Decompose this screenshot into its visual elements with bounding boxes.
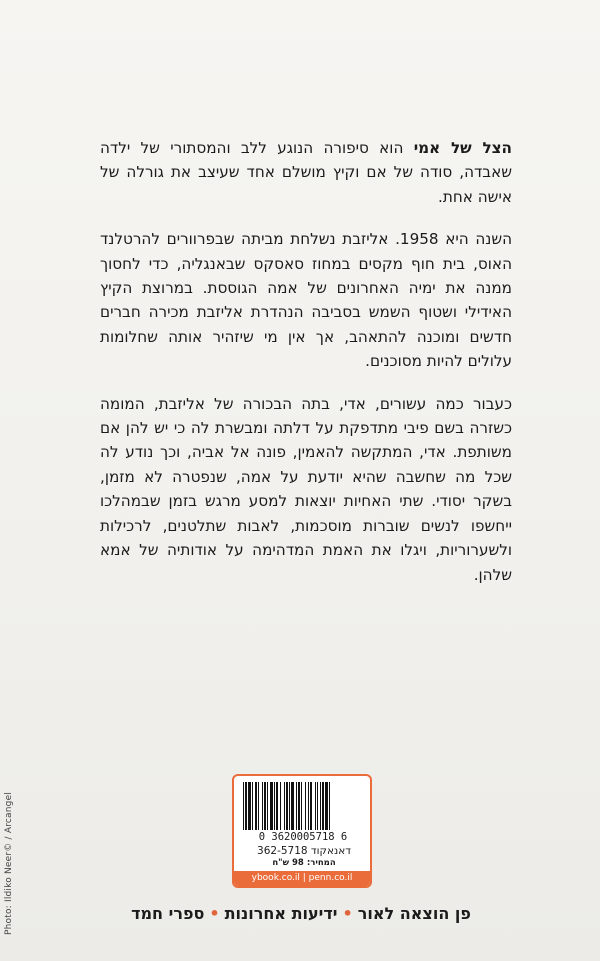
barcode-bar: [322, 782, 324, 830]
barcode-bar: [248, 782, 251, 830]
blurb-paragraph-2: השנה היא 1958. אליזבת נשלחת מביתה שבפרוורים להרטלנד האוס, בית חוף מקסים במחוז סאסקס שבאנגליה, כדי לחסוך ממנה את ימיה האחרונים של אמה הגוססת. במרוצת הקיץ האידילי ושטוף השמש בסביבה הנהדרת אליזבת מכירה חברים חדשים ומוכנה להתאהב, אך אין מי שיזהיר אותה שחלומות עלולים להיות מסוכנים.: [100, 230, 512, 371]
blurb-text: [100, 136, 512, 605]
price-label: המחיר: 98 ש"ח: [272, 858, 336, 868]
barcode-bar: [255, 782, 257, 830]
barcode-bar: [276, 782, 278, 830]
separator-dot: •: [342, 904, 353, 923]
barcode-bar: [317, 782, 318, 830]
barcode-image: [242, 782, 364, 830]
barcode-bar: [315, 782, 316, 830]
barcode-digits: 0 3620005718 6: [258, 831, 348, 843]
barcode-bar: [280, 782, 281, 830]
blurb-paragraph-1-text: הוא סיפורה הנוגע ללב והמסתורי של ילדה שאבדה, סודה של אם וקיץ מושלם אחד שעיצב את גורלה של אישה אחת.: [100, 139, 512, 206]
publisher-yedioth: ידיעות אחרונות: [224, 904, 338, 923]
publisher-hemed: ספרי חמד: [131, 904, 205, 923]
barcode-sticker: [232, 774, 372, 888]
blurb-paragraph-1: [100, 136, 512, 209]
barcode-bar: [320, 782, 321, 830]
publishers-line: [96, 904, 506, 923]
barcode-bar: [310, 782, 312, 830]
publisher-websites: ybook.co.il | penn.co.il: [234, 871, 370, 886]
barcode-bar: [252, 782, 253, 830]
publisher-pen: פן הוצאה לאור: [357, 904, 471, 923]
barcode-bar: [258, 782, 259, 830]
separator-dot: •: [209, 904, 220, 923]
barcode-bar: [296, 782, 297, 830]
barcode-bar: [329, 782, 330, 830]
barcode-bar: [291, 782, 294, 830]
barcode-bar: [325, 782, 328, 830]
book-title: הצל של אמי: [413, 139, 512, 157]
barcode-bar: [243, 782, 244, 830]
barcode-bar: [308, 782, 309, 830]
barcode-bar: [264, 782, 266, 830]
barcode-bar: [301, 782, 302, 830]
barcode-bar: [305, 782, 306, 830]
barcode-bar: [245, 782, 247, 830]
photo-credit: Photo: Ildiko Neer© / Arcangel: [4, 791, 14, 935]
barcode-bar: [284, 782, 285, 830]
barcode-bar: [267, 782, 268, 830]
blurb-paragraph-3: כעבור כמה עשורים, אדי, בתה הבכורה של אליזבת, המומה כשזרה בשם פיבי מתדפקת על דלתה ומבשרת לה כי יש להן אם משותפת. אדי, המתקשה להאמין, פונה אל אביה, וכך נודע לה שכל מה שחשבה שהיא יודעת על אמה, שנפטרה לא מזמן, בשקר יסודי. שתי האחיות יוצאות למסע מרגש בזמן שבמהלכו ייחשפו לנשים שוברות מוסכמות, לאבות שתלטנים, לרכילות ולשערוריות, ויגלו את האמת המדהימה על אודותיה של אמא שלהן.: [100, 394, 512, 584]
barcode-bar: [274, 782, 275, 830]
barcode-bar: [286, 782, 288, 830]
barcode-bar: [298, 782, 300, 830]
barcode-bar: [262, 782, 263, 830]
barcode-bar: [289, 782, 290, 830]
catalog-number: דאנאקוד 362-5718: [257, 845, 351, 857]
barcode-bar: [270, 782, 273, 830]
